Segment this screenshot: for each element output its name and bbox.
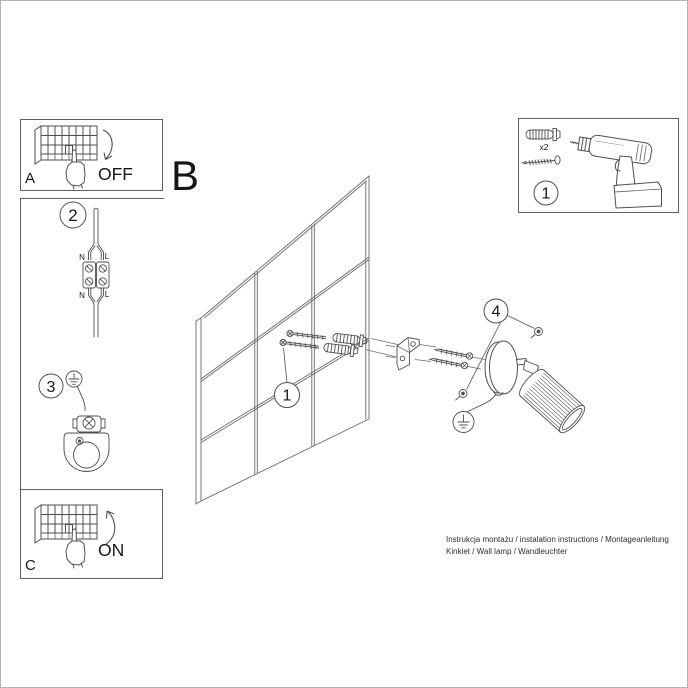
step2-circle <box>60 202 86 228</box>
wiring-label-l-top: L <box>104 252 110 261</box>
lamp-base-icon <box>64 387 109 472</box>
wall-plug-icon <box>526 129 560 141</box>
assembly-illustration <box>386 286 614 448</box>
lamp-shade-icon <box>516 366 588 436</box>
step4-circle <box>484 299 508 323</box>
wall-screw-1 <box>287 331 326 341</box>
mounting-bracket-icon <box>397 338 420 371</box>
mounting-screw-2 <box>430 358 468 369</box>
footer-line-1: Instrukcja montażu / instalation instructions / Montageanleitung <box>446 535 669 544</box>
section-b-label: B <box>171 152 200 199</box>
canopy-icon <box>485 341 518 395</box>
panel-c-label: C <box>25 557 36 574</box>
step2-number: 2 <box>68 206 78 225</box>
step1-wall-number: 1 <box>282 387 292 405</box>
tools-illustration <box>519 119 678 212</box>
step1-wall-circle <box>275 383 300 408</box>
mounting-screw-1 <box>435 349 473 360</box>
earth-wire-and-symbol <box>453 394 496 433</box>
panel-c-box <box>20 489 163 579</box>
panel-a-box <box>20 119 163 191</box>
breaker-panel-icon <box>35 505 97 543</box>
leader-line <box>284 348 288 383</box>
screw-icon <box>523 156 561 165</box>
panel-c-illustration <box>21 490 162 578</box>
step1-circle <box>534 181 558 205</box>
earthing-illustration <box>34 364 119 476</box>
earth-symbol-icon <box>66 371 82 387</box>
small-screw-bottom-icon <box>455 390 467 401</box>
step4-number: 4 <box>491 303 501 321</box>
wiring-label-n-top: N <box>79 253 85 262</box>
tools-box <box>518 118 679 213</box>
wall-illustration <box>191 166 419 511</box>
wiring-label-l-bottom: L <box>104 290 110 299</box>
wall-screw-2 <box>280 340 319 350</box>
dowel-quantity-label: x2 <box>539 142 549 152</box>
panel-a-label: A <box>25 170 36 187</box>
step3-circle <box>39 374 63 398</box>
wiring-illustration <box>41 197 116 342</box>
arrow-down-icon <box>103 130 112 160</box>
step3-number: 3 <box>46 379 56 396</box>
wiring-label-n-bottom: N <box>79 291 85 300</box>
footer <box>446 534 669 558</box>
wiring-diagram-icon <box>83 208 109 337</box>
step1-number: 1 <box>541 185 551 203</box>
breaker-panel-icon <box>35 126 97 164</box>
panel-a-illustration <box>21 120 162 190</box>
footer-line-2: Kinkiet / Wall lamp / Wandleuchter <box>446 547 568 556</box>
on-label: ON <box>98 540 125 560</box>
off-label: OFF <box>98 164 133 184</box>
drill-icon <box>568 131 661 208</box>
small-screw-top-icon <box>531 328 543 339</box>
